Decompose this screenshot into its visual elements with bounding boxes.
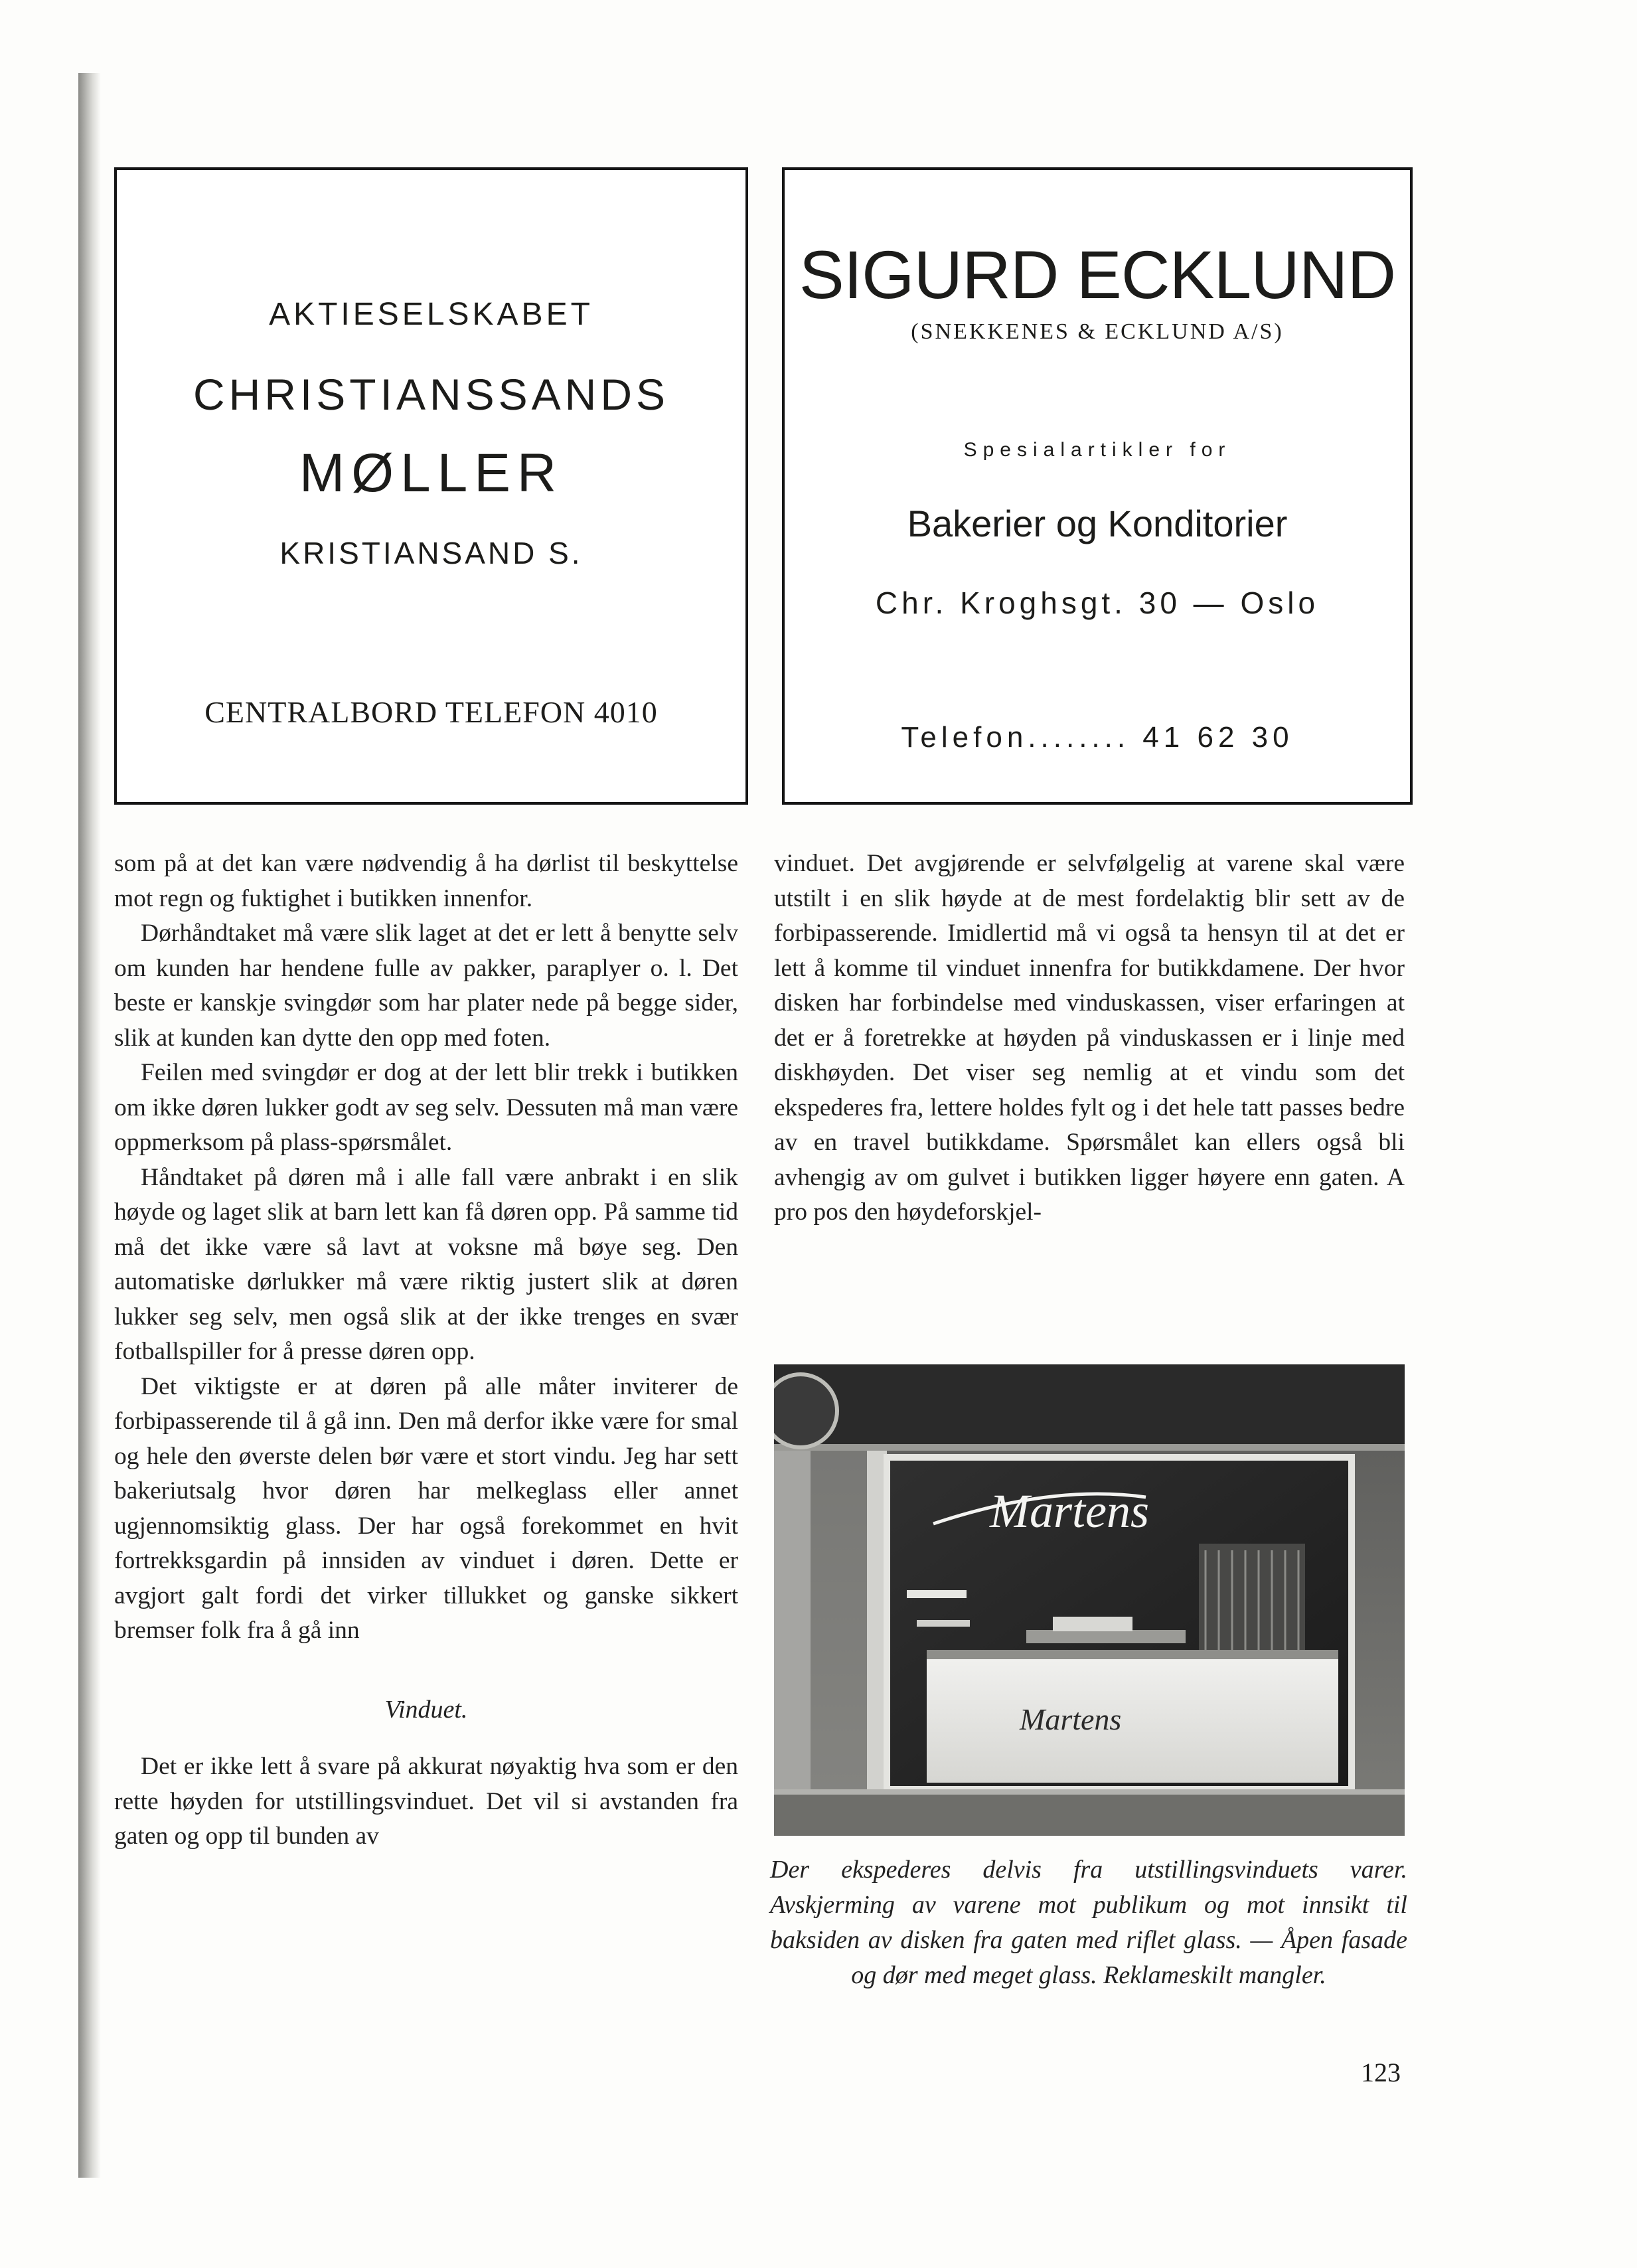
ad-company-name-line1: CHRISTIANSSANDS bbox=[193, 370, 670, 419]
ad-company-subtitle: (SNEKKENES & ECKLUND A/S) bbox=[911, 319, 1284, 344]
advertisement-christianssands-moller bbox=[114, 167, 748, 805]
ad-phone: CENTRALBORD TELEFON 4010 bbox=[204, 695, 658, 729]
photo-caption: Der ekspederes delvis fra utstillingsvinduets varer. Avskjerming av varene mot publikum og mot innsikt til baksiden av disken fra gaten med riflet glass. — Åpen fasade og dør med meget glass. Reklameskilt mangler. bbox=[770, 1856, 1407, 1989]
paragraph: Feilen med svingdør er dog at der lett blir trekk i butikken om ikke døren lukker godt av seg selv. Dessuten må man være oppmerksom på plass-spørsmålet. bbox=[114, 1059, 738, 1156]
ad-address: Chr. Kroghsgt. 30 — Oslo bbox=[875, 586, 1320, 620]
ad-tagline: Spesialartikler for bbox=[963, 439, 1231, 461]
svg-text:Martens: Martens bbox=[990, 1485, 1149, 1538]
ad-company-name: SIGURD ECKLUND bbox=[799, 237, 1396, 313]
ad-company-type: AKTIESELSKABET bbox=[269, 297, 593, 332]
paragraph: vinduet. Det avgjørende er selvfølgelig at varene skal være utstilt i en slik høyde at de mest fordelaktig blir sett av de forbipasserende. Imidlertid må vi også ta hensyn til at det er lett å komme til vinduet innenfra for butikkdamene. Der hvor disken har forbindelse med vinduskassen, viser erfaringen at det er å foretrekke at høyden på vinduskassen er i linje med diskhøyden. Det viser seg nemlig at et vindu som det ekspederes fra, lettere holdes fylt og i det hele tatt passes bedre av en travel butikkdame. Spørsmålet kan ellers også bli avhengig av om gulvet i butikken ligger høyere enn gaten. A pro pos den høydeforskjel- bbox=[774, 850, 1405, 1226]
ad-phone: Telefon........ 41 62 30 bbox=[901, 721, 1294, 754]
paragraph: Dørhåndtaket må være slik laget at det er lett å benytte selv om kunden har hendene fulle av pakker, paraplyer o. l. Det beste er kanskje svingdør som har plater nede på begge sider, slik at kunden kan dytte den opp med foten. bbox=[114, 920, 738, 1052]
ad-location: KRISTIANSAND S. bbox=[279, 536, 583, 570]
article-column-left bbox=[114, 847, 738, 1854]
ad-specialty: Bakerier og Konditorier bbox=[907, 503, 1288, 544]
paragraph: Håndtaket på døren må i alle fall være anbrakt i en slik høyde og laget slik at barn lett kan få døren opp. På samme tid må det ikke være så lavt at voksne må bøye seg. Den automatiske dørlukker må være riktig justert slik at døren lukker seg selv, men også slik at der ikke trenges en svær fotballspiller for å presse døren opp. bbox=[114, 1163, 738, 1365]
ad-company-name-line2: MØLLER bbox=[299, 443, 564, 503]
paragraph: Det er ikke lett å svare på akkurat nøyaktig hva som er den rette høyden for utstillingsvinduet. Det vil si avstanden fra gaten og opp til bunden av bbox=[114, 1753, 738, 1850]
page-number: 123 bbox=[1361, 2058, 1401, 2087]
storefront-photo bbox=[774, 1364, 1405, 1836]
shop-sign-lower bbox=[1019, 1702, 1121, 1736]
paragraph: som på at det kan være nødvendig å ha dørlist til beskyttelse mot regn og fuktighet i butikken innenfor. bbox=[114, 850, 738, 912]
advertisement-sigurd-ecklund bbox=[782, 167, 1413, 805]
paragraph: Det viktigste er at døren på alle måter inviterer de forbipasserende til å gå inn. Den må derfor ikke være for smal og hele den øverste delen bør være et stort vindu. Jeg har sett bakeriutsalg hvor døren har melkeglass eller annet ugjennomsiktig glass. Der har også forekommet en hvit fortrekksgardin på innsiden av vinduet i døren. Dette er avgjort galt fordi det virker tillukket og ganske sikkert bremser folk fra å gå inn bbox=[114, 1372, 738, 1644]
svg-text:Martens: Martens bbox=[1020, 1702, 1122, 1736]
article-column-right bbox=[774, 847, 1405, 1230]
page-binding-shadow bbox=[78, 73, 101, 2178]
section-heading: Vinduet. bbox=[384, 1695, 468, 1724]
